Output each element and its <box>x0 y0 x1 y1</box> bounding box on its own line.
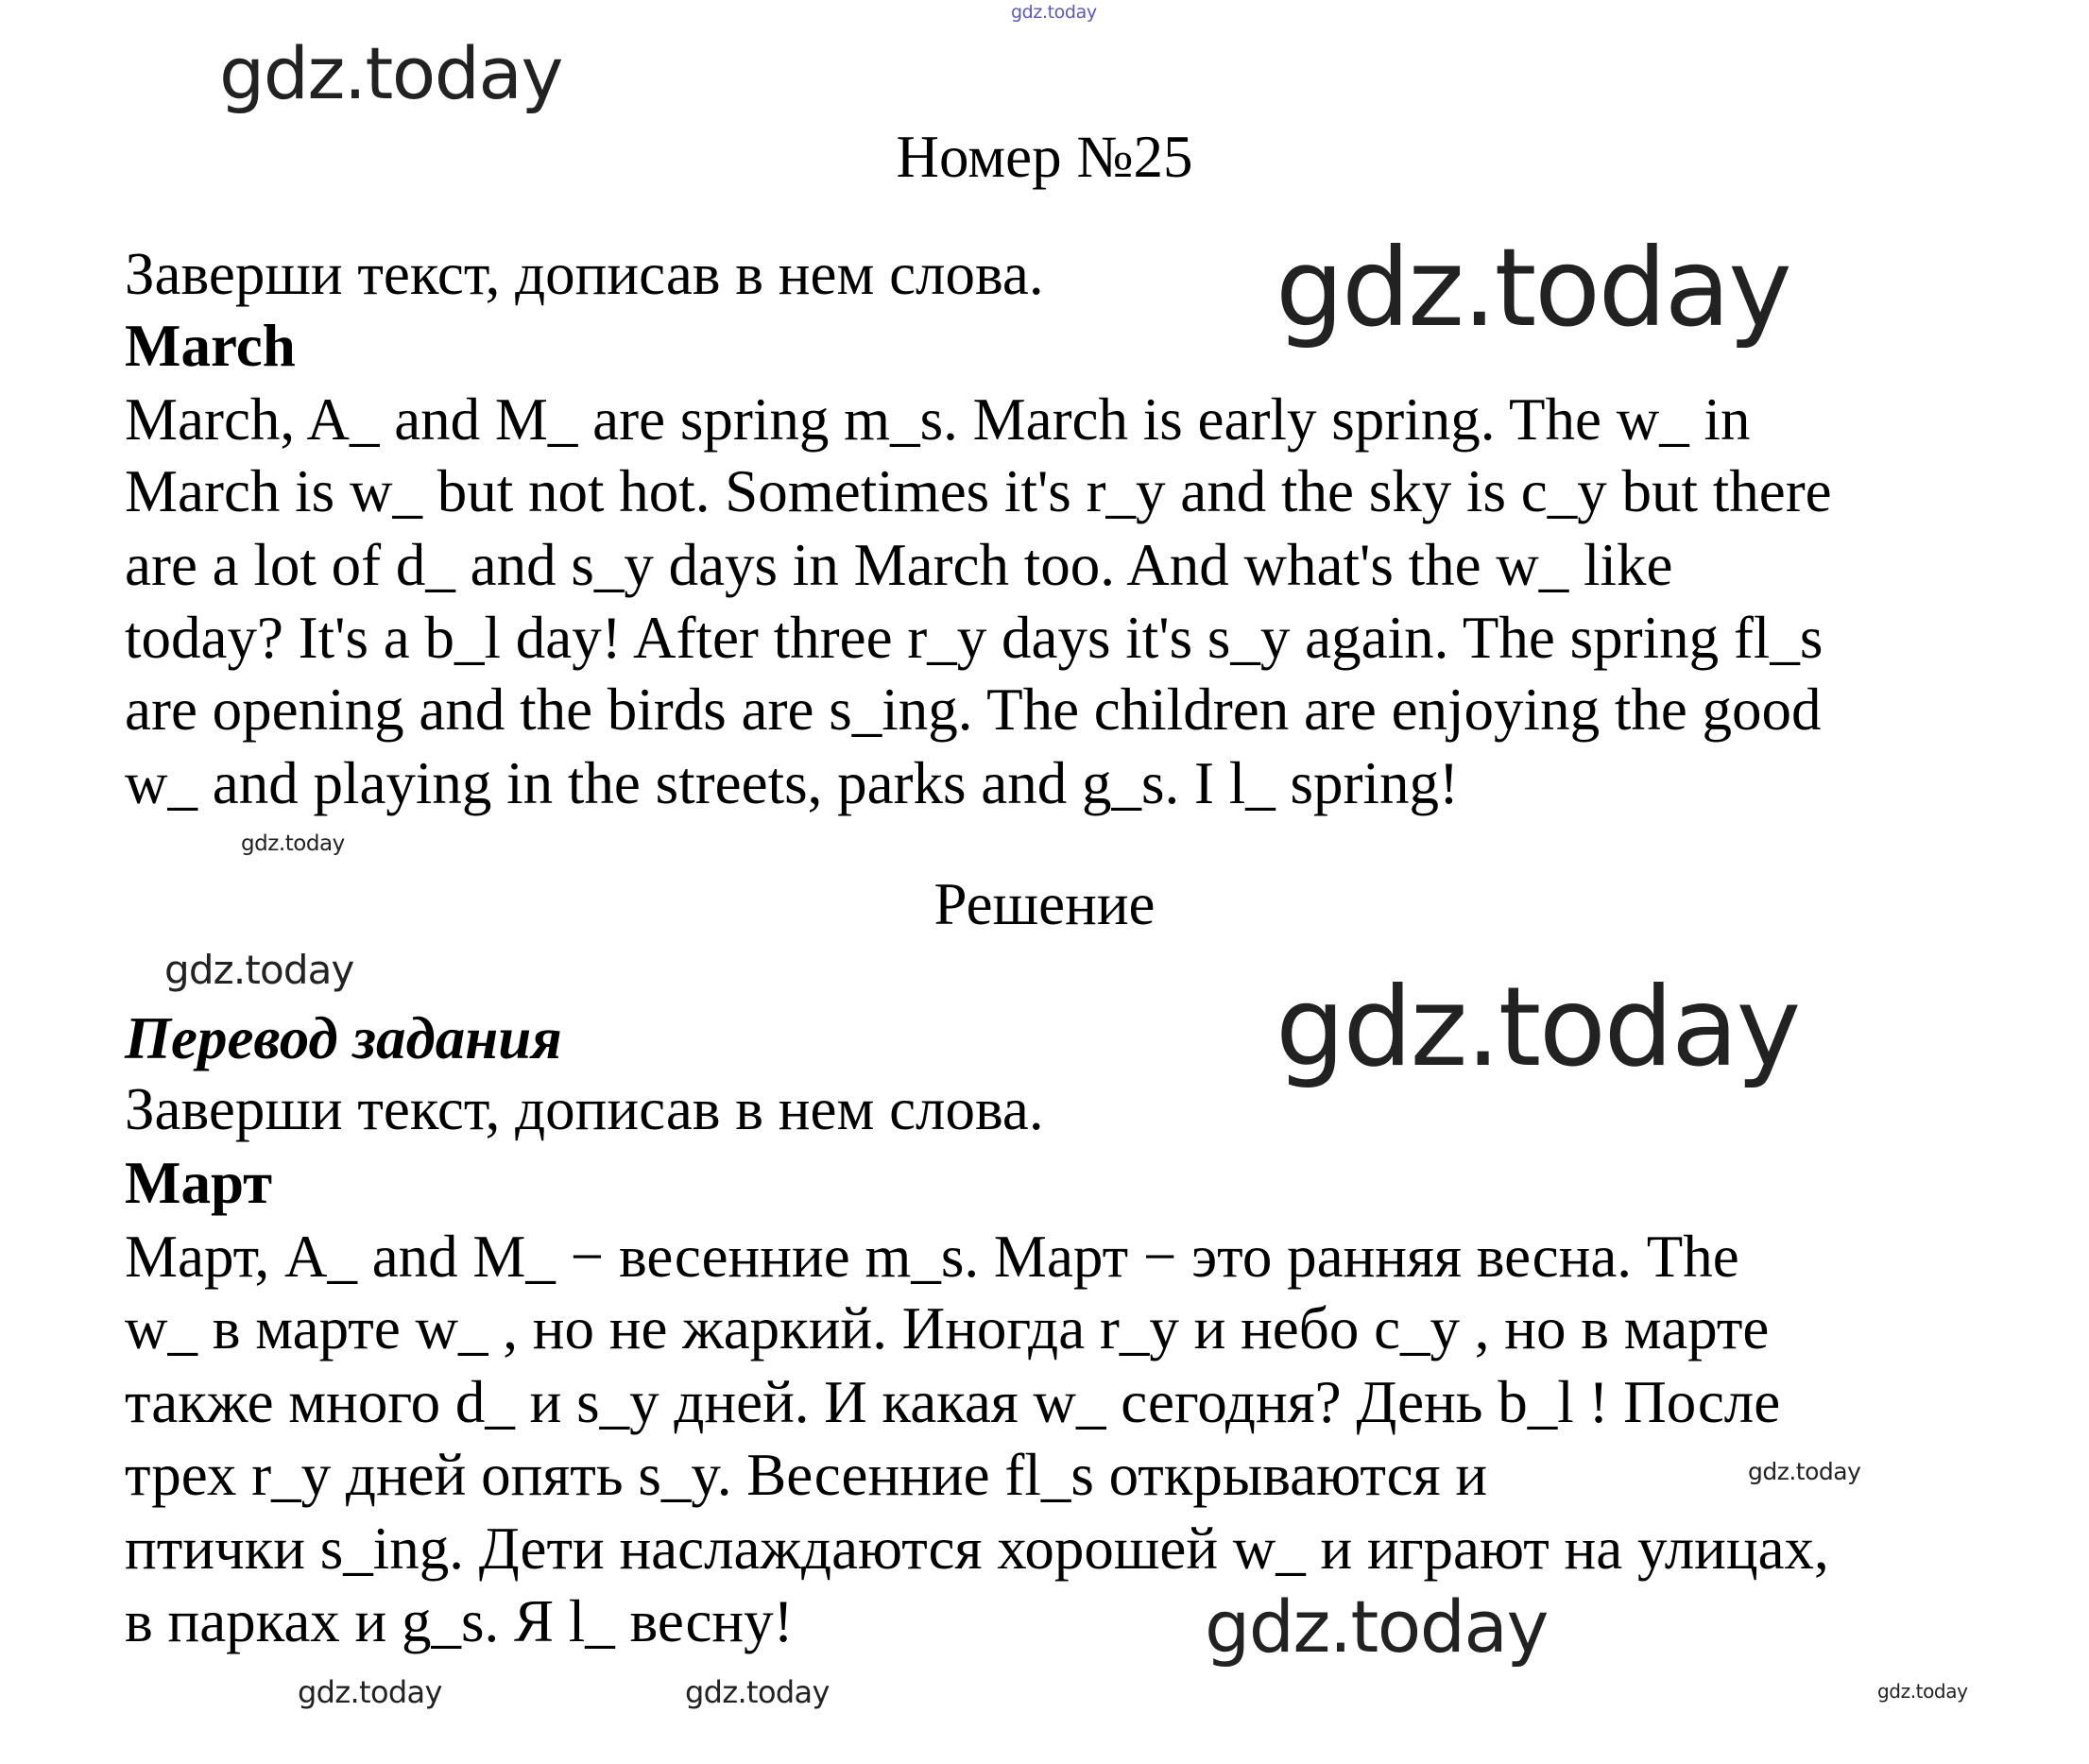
watermark: gdz.today <box>685 1674 830 1710</box>
watermark: gdz.today <box>1877 1680 1968 1703</box>
task-text-line: March is w_ but not hot. Sometimes it's r_y and the sky is c_y but there <box>125 458 1832 524</box>
watermark: gdz.today <box>241 831 345 856</box>
watermark: gdz.today <box>298 1674 442 1710</box>
solution-text-line: w_ в марте w_ , но не жаркий. Иногда r_y и небо c_y , но в марте <box>125 1295 1770 1362</box>
solution-text-line: также много d_ и s_y дней. И какая w_ сегодня? День b_l ! После <box>125 1369 1781 1435</box>
watermark: gdz.today <box>1011 2 1097 23</box>
task-instruction: Заверши текст, дописав в нем слова. <box>125 241 1044 307</box>
watermark: gdz.today <box>164 947 354 993</box>
solution-text-line: Март, A_ and M_ − весенние m_s. Март − это ранняя весна. The <box>125 1224 1739 1290</box>
task-text-line: today? It's a b_l day! After three r_y days it's s_y again. The spring fl_s <box>125 605 1824 671</box>
task-text-line: are a lot of d_ and s_y days in March too. And what's the w_ like <box>125 532 1673 598</box>
solution-heading: Март <box>125 1150 273 1216</box>
watermark: gdz.today <box>219 31 562 115</box>
task-title: Номер №25 <box>896 124 1193 190</box>
solution-text-line: в парках и g_s. Я l_ весну! <box>125 1588 794 1654</box>
watermark: gdz.today <box>1748 1458 1861 1485</box>
task-text-line: March, A_ and M_ are spring m_s. March is early spring. The w_ in <box>125 386 1751 453</box>
watermark: gdz.today <box>1205 1584 1548 1669</box>
solution-text-line: трех r_y дней опять s_y. Весенние fl_s открываются и <box>125 1442 1488 1508</box>
translation-heading: Перевод задания <box>125 1005 562 1071</box>
task-heading: March <box>125 313 296 379</box>
watermark: gdz.today <box>1276 225 1790 351</box>
watermark: gdz.today <box>1276 964 1799 1091</box>
task-text-line: are opening and the birds are s_ing. The children are enjoying the good <box>125 676 1822 743</box>
solution-title: Решение <box>933 871 1156 937</box>
task-text-line: w_ and playing in the streets, parks and g_s. I l_ spring! <box>125 750 1459 816</box>
solution-instruction: Заверши текст, дописав в нем слова. <box>125 1076 1044 1142</box>
solution-text-line: птички s_ing. Дети наслаждаются хорошей w_ и играют на улицах, <box>125 1516 1829 1582</box>
